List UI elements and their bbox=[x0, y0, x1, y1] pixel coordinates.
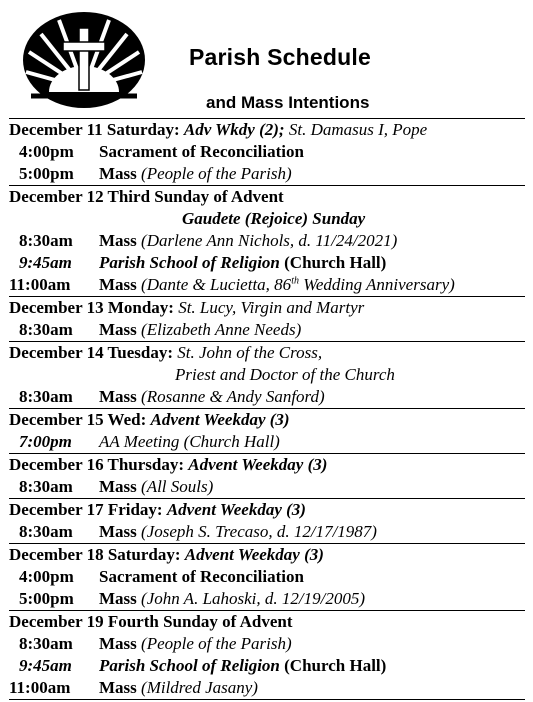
event-title: Mass bbox=[99, 678, 137, 697]
event-row bbox=[9, 230, 525, 252]
event-row bbox=[9, 252, 525, 274]
day-block bbox=[9, 543, 525, 610]
day-block bbox=[9, 296, 525, 341]
event-time: 8:30am bbox=[19, 477, 73, 496]
event-title: Parish School of Religion bbox=[99, 253, 280, 272]
feast-name: Advent Weekday (3) bbox=[166, 500, 306, 519]
event-intention: (Mildred Jasany) bbox=[141, 678, 258, 697]
event-time: 5:00pm bbox=[19, 164, 74, 183]
event-intention: (Joseph S. Trecaso, d. 12/17/1987) bbox=[141, 522, 377, 541]
cross-sunburst-logo bbox=[21, 10, 147, 110]
event-title: Mass bbox=[99, 275, 137, 294]
event-time: 4:00pm bbox=[19, 567, 74, 586]
feast-name: Advent Weekday (3) bbox=[150, 410, 290, 429]
day-heading: December 15 Wed: Advent Weekday (3) bbox=[9, 410, 290, 429]
day-heading: December 19 Fourth Sunday of Advent bbox=[9, 612, 293, 631]
event-title: Mass bbox=[99, 634, 137, 653]
event-title: Mass bbox=[99, 589, 137, 608]
event-row bbox=[9, 163, 525, 185]
event-time: 11:00am bbox=[9, 678, 71, 697]
feast-name: St. John of the Cross, bbox=[177, 343, 323, 362]
event-time: 9:45am bbox=[19, 253, 72, 272]
event-title: Mass bbox=[99, 164, 137, 183]
schedule-list bbox=[9, 118, 525, 700]
event-row bbox=[9, 476, 525, 498]
event-intention: (Dante & Lucietta, 86th Wedding Anniversary) bbox=[141, 275, 455, 294]
feast-name: St. Lucy, Virgin and Martyr bbox=[178, 298, 365, 317]
event-title: Sacrament of Reconciliation bbox=[99, 567, 304, 586]
day-subheading: Gaudete (Rejoice) Sunday bbox=[182, 209, 366, 228]
feast-name: Advent Weekday (3) bbox=[184, 545, 324, 564]
event-time: 8:30am bbox=[19, 522, 73, 541]
event-row bbox=[9, 274, 525, 296]
day-block bbox=[9, 341, 525, 408]
event-intention: (Elizabeth Anne Needs) bbox=[141, 320, 302, 339]
event-intention: (People of the Parish) bbox=[141, 634, 292, 653]
day-block bbox=[9, 408, 525, 453]
day-heading: December 14 Tuesday: St. John of the Cross, bbox=[9, 343, 323, 362]
day-heading: December 13 Monday: St. Lucy, Virgin and Martyr bbox=[9, 298, 365, 317]
day-block bbox=[9, 498, 525, 543]
day-block bbox=[9, 185, 525, 296]
event-intention: (Darlene Ann Nichols, d. 11/24/2021) bbox=[141, 231, 398, 250]
event-row bbox=[9, 386, 525, 408]
event-title: Mass bbox=[99, 387, 137, 406]
feast-name: Advent Weekday (3) bbox=[188, 455, 328, 474]
event-time: 4:00pm bbox=[19, 142, 74, 161]
event-title: Sacrament of Reconciliation bbox=[99, 142, 304, 161]
event-row bbox=[9, 141, 525, 163]
day-heading: December 12 Third Sunday of Advent bbox=[9, 187, 284, 206]
event-title: Mass bbox=[99, 522, 137, 541]
event-time: 5:00pm bbox=[19, 589, 74, 608]
day-heading: December 17 Friday: Advent Weekday (3) bbox=[9, 500, 306, 519]
event-row bbox=[9, 566, 525, 588]
event-intention: (John A. Lahoski, d. 12/19/2005) bbox=[141, 589, 366, 608]
event-time: 8:30am bbox=[19, 231, 73, 250]
event-row bbox=[9, 431, 525, 453]
event-title: Mass bbox=[99, 320, 137, 339]
event-time: 7:00pm bbox=[19, 432, 72, 451]
event-title: Mass bbox=[99, 477, 137, 496]
feast-continuation: Priest and Doctor of the Church bbox=[175, 365, 395, 384]
day-block bbox=[9, 453, 525, 498]
event-intention: (All Souls) bbox=[141, 477, 214, 496]
day-block bbox=[9, 610, 525, 700]
feast-name: Adv Wkdy (2); bbox=[183, 120, 285, 139]
event-time: 11:00am bbox=[9, 275, 71, 294]
event-intention: (People of the Parish) bbox=[141, 164, 292, 183]
event-row bbox=[9, 319, 525, 341]
page-subtitle: and Mass Intentions bbox=[206, 93, 370, 112]
event-row bbox=[9, 655, 525, 677]
feast-extra: St. Damasus I, Pope bbox=[284, 120, 428, 139]
event-location: (Church Hall) bbox=[284, 253, 387, 272]
event-location: (Church Hall) bbox=[284, 656, 387, 675]
day-block bbox=[9, 118, 525, 185]
day-heading: December 16 Thursday: Advent Weekday (3) bbox=[9, 455, 328, 474]
event-title: AA Meeting (Church Hall) bbox=[99, 432, 280, 451]
event-row bbox=[9, 677, 525, 699]
event-row bbox=[9, 521, 525, 543]
event-title: Mass bbox=[99, 231, 137, 250]
day-heading: December 11 Saturday: Adv Wkdy (2); St. Damasus I, Pope bbox=[9, 120, 428, 139]
event-row bbox=[9, 588, 525, 610]
event-time: 8:30am bbox=[19, 634, 73, 653]
event-time: 8:30am bbox=[19, 320, 73, 339]
event-intention: (Rosanne & Andy Sanford) bbox=[141, 387, 325, 406]
event-time: 8:30am bbox=[19, 387, 73, 406]
bulletin-header bbox=[0, 0, 533, 118]
event-row bbox=[9, 633, 525, 655]
event-time: 9:45am bbox=[19, 656, 72, 675]
day-heading: December 18 Saturday: Advent Weekday (3) bbox=[9, 545, 324, 564]
event-title: Parish School of Religion bbox=[99, 656, 280, 675]
page-title: Parish Schedule bbox=[189, 44, 371, 70]
